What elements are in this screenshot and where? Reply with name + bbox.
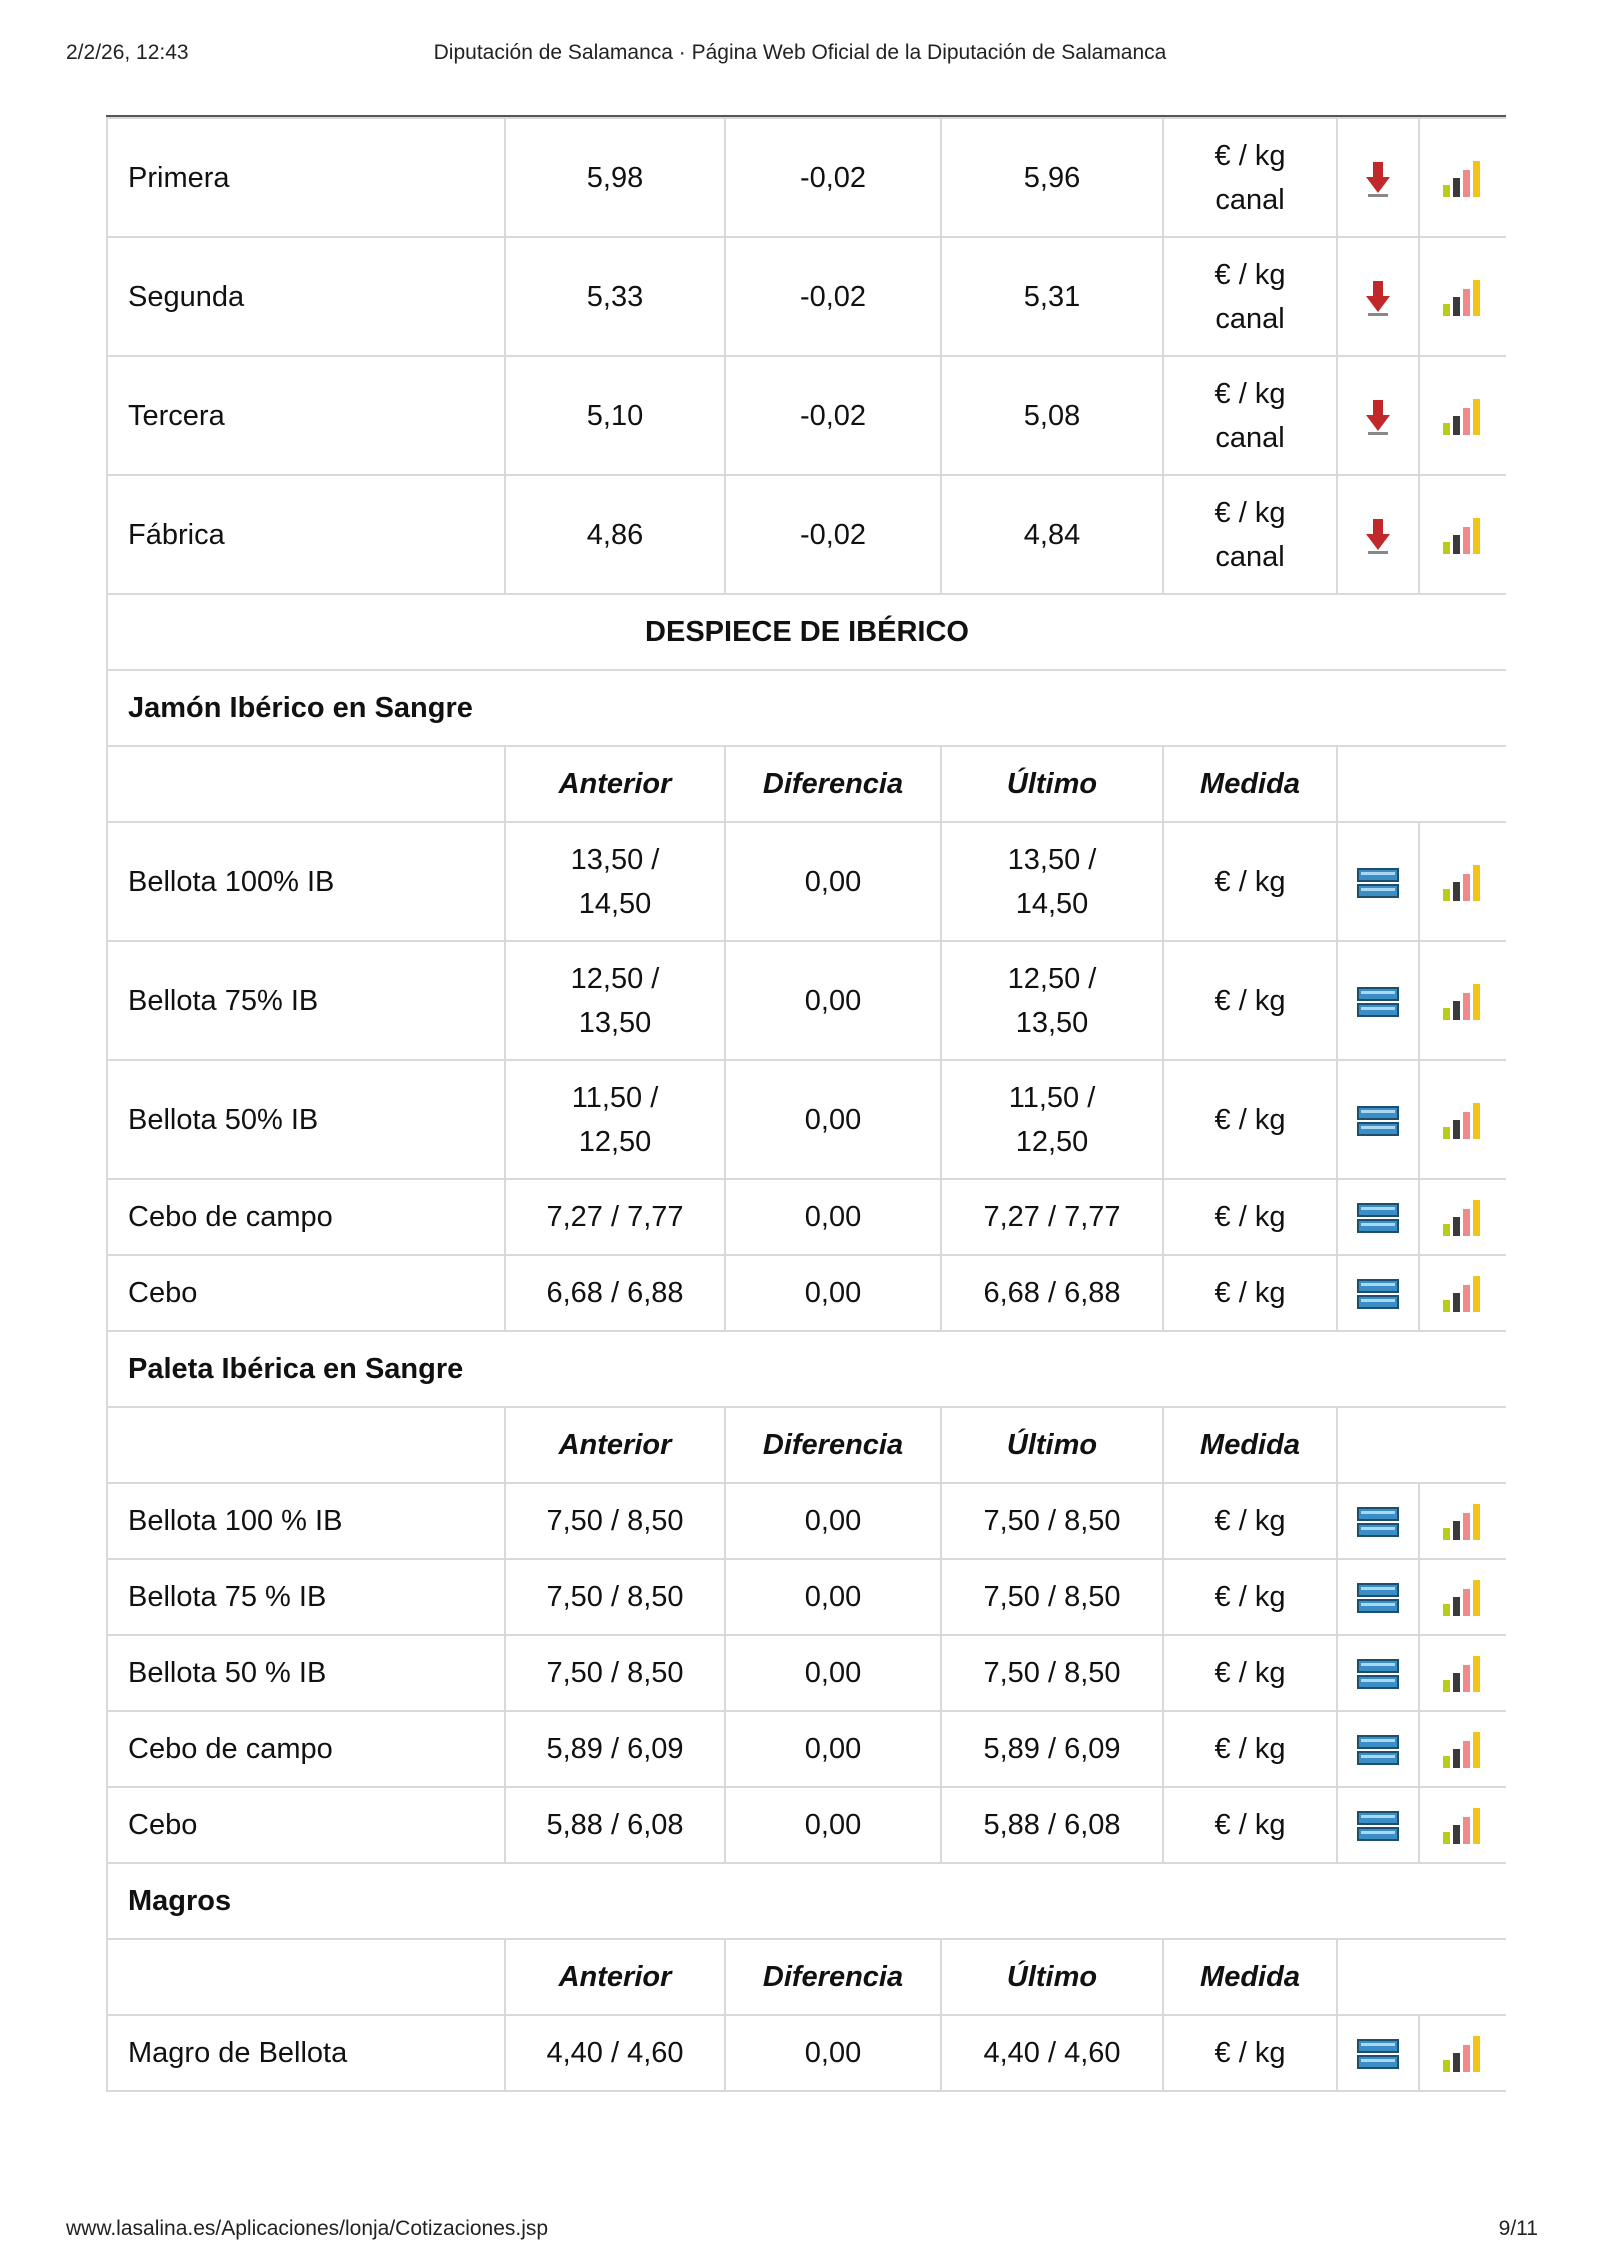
table-row bbox=[107, 1559, 1506, 1635]
chart-cell[interactable] bbox=[1419, 1179, 1506, 1255]
product-name: Primera bbox=[107, 118, 505, 237]
column-header-row bbox=[107, 1407, 1506, 1483]
chart-bars-icon[interactable] bbox=[1441, 1274, 1485, 1314]
column-header-anterior: Anterior bbox=[505, 1939, 725, 2015]
anterior-value: 12,50 / 13,50 bbox=[505, 941, 725, 1060]
anterior-value: 7,50 / 8,50 bbox=[505, 1635, 725, 1711]
table-row bbox=[107, 1787, 1506, 1863]
diferencia-value: -0,02 bbox=[725, 475, 941, 594]
table-row bbox=[107, 1635, 1506, 1711]
chart-cell[interactable] bbox=[1419, 237, 1506, 356]
medida-value: € / kg bbox=[1163, 1787, 1337, 1863]
table-row bbox=[107, 1255, 1506, 1331]
subsection-title: Jamón Ibérico en Sangre bbox=[107, 670, 1506, 746]
medida-value: € / kg bbox=[1163, 941, 1337, 1060]
diferencia-value: 0,00 bbox=[725, 1255, 941, 1331]
ultimo-value: 7,50 / 8,50 bbox=[941, 1559, 1163, 1635]
down-arrow-icon bbox=[1365, 160, 1391, 198]
chart-bars-icon[interactable] bbox=[1441, 2034, 1485, 2074]
anterior-value: 4,86 bbox=[505, 475, 725, 594]
product-name: Magro de Bellota bbox=[107, 2015, 505, 2091]
ultimo-value: 4,40 / 4,60 bbox=[941, 2015, 1163, 2091]
ultimo-value: 5,08 bbox=[941, 356, 1163, 475]
chart-bars-icon[interactable] bbox=[1441, 1198, 1485, 1238]
footer-page-number: 9/11 bbox=[1498, 2217, 1538, 2240]
equal-icon bbox=[1357, 985, 1399, 1019]
product-name: Bellota 100 % IB bbox=[107, 1483, 505, 1559]
trend-cell bbox=[1337, 237, 1419, 356]
diferencia-value: 0,00 bbox=[725, 941, 941, 1060]
product-name: Tercera bbox=[107, 356, 505, 475]
product-name: Bellota 75 % IB bbox=[107, 1559, 505, 1635]
chart-cell[interactable] bbox=[1419, 1483, 1506, 1559]
trend-cell bbox=[1337, 1787, 1419, 1863]
anterior-value: 5,98 bbox=[505, 118, 725, 237]
product-name: Cebo de campo bbox=[107, 1179, 505, 1255]
trend-cell bbox=[1337, 1483, 1419, 1559]
medida-value: € / kg canal bbox=[1163, 475, 1337, 594]
product-name: Bellota 100% IB bbox=[107, 822, 505, 941]
column-header-ultimo: Último bbox=[941, 1407, 1163, 1483]
column-header-medida: Medida bbox=[1163, 746, 1337, 822]
chart-bars-icon[interactable] bbox=[1441, 278, 1485, 318]
subsection-row bbox=[107, 1863, 1506, 1939]
chart-cell[interactable] bbox=[1419, 475, 1506, 594]
medida-value: € / kg canal bbox=[1163, 237, 1337, 356]
column-header-anterior: Anterior bbox=[505, 746, 725, 822]
column-header-diferencia: Diferencia bbox=[725, 1939, 941, 2015]
ultimo-value: 7,50 / 8,50 bbox=[941, 1483, 1163, 1559]
product-name: Fábrica bbox=[107, 475, 505, 594]
medida-value: € / kg bbox=[1163, 822, 1337, 941]
equal-icon bbox=[1357, 1201, 1399, 1235]
column-header-ultimo: Último bbox=[941, 1939, 1163, 2015]
chart-bars-icon[interactable] bbox=[1441, 1806, 1485, 1846]
section-title-row bbox=[107, 594, 1506, 670]
trend-cell bbox=[1337, 1711, 1419, 1787]
table-row bbox=[107, 2015, 1506, 2091]
medida-value: € / kg bbox=[1163, 1179, 1337, 1255]
diferencia-value: 0,00 bbox=[725, 1559, 941, 1635]
table-row bbox=[107, 1711, 1506, 1787]
table-row bbox=[107, 1483, 1506, 1559]
anterior-value: 7,27 / 7,77 bbox=[505, 1179, 725, 1255]
column-header-ultimo: Último bbox=[941, 746, 1163, 822]
trend-cell bbox=[1337, 1559, 1419, 1635]
column-header-row bbox=[107, 1939, 1506, 2015]
chart-cell[interactable] bbox=[1419, 1060, 1506, 1179]
product-name: Cebo de campo bbox=[107, 1711, 505, 1787]
section-title: DESPIECE DE IBÉRICO bbox=[107, 594, 1506, 670]
ultimo-value: 12,50 / 13,50 bbox=[941, 941, 1163, 1060]
diferencia-value: 0,00 bbox=[725, 822, 941, 941]
down-arrow-icon bbox=[1365, 279, 1391, 317]
subsection-row bbox=[107, 1331, 1506, 1407]
anterior-value: 5,10 bbox=[505, 356, 725, 475]
ultimo-value: 5,89 / 6,09 bbox=[941, 1711, 1163, 1787]
equal-icon bbox=[1357, 1809, 1399, 1843]
chart-cell[interactable] bbox=[1419, 1635, 1506, 1711]
product-name: Bellota 75% IB bbox=[107, 941, 505, 1060]
chart-bars-icon[interactable] bbox=[1441, 159, 1485, 199]
chart-cell[interactable] bbox=[1419, 1559, 1506, 1635]
medida-value: € / kg bbox=[1163, 1483, 1337, 1559]
ultimo-value: 7,50 / 8,50 bbox=[941, 1635, 1163, 1711]
ultimo-value: 5,96 bbox=[941, 118, 1163, 237]
product-name: Bellota 50 % IB bbox=[107, 1635, 505, 1711]
down-arrow-icon bbox=[1365, 398, 1391, 436]
diferencia-value: 0,00 bbox=[725, 1635, 941, 1711]
column-header-row bbox=[107, 746, 1506, 822]
diferencia-value: -0,02 bbox=[725, 356, 941, 475]
table-row bbox=[107, 822, 1506, 941]
trend-cell bbox=[1337, 1179, 1419, 1255]
column-header-anterior: Anterior bbox=[505, 1407, 725, 1483]
equal-icon bbox=[1357, 1657, 1399, 1691]
medida-value: € / kg bbox=[1163, 1060, 1337, 1179]
chart-bars-icon[interactable] bbox=[1441, 1101, 1485, 1141]
empty-header-cell bbox=[107, 746, 505, 822]
trend-cell bbox=[1337, 1635, 1419, 1711]
equal-icon bbox=[1357, 1733, 1399, 1767]
empty-header-cell bbox=[1337, 1939, 1506, 2015]
trend-cell bbox=[1337, 822, 1419, 941]
chart-cell[interactable] bbox=[1419, 1787, 1506, 1863]
trend-cell bbox=[1337, 2015, 1419, 2091]
anterior-value: 4,40 / 4,60 bbox=[505, 2015, 725, 2091]
down-arrow-icon bbox=[1365, 517, 1391, 555]
ultimo-value: 13,50 / 14,50 bbox=[941, 822, 1163, 941]
empty-header-cell bbox=[107, 1939, 505, 2015]
medida-value: € / kg bbox=[1163, 1559, 1337, 1635]
diferencia-value: -0,02 bbox=[725, 118, 941, 237]
table-row bbox=[107, 1179, 1506, 1255]
equal-icon bbox=[1357, 1104, 1399, 1138]
chart-bars-icon[interactable] bbox=[1441, 1654, 1485, 1694]
diferencia-value: 0,00 bbox=[725, 1711, 941, 1787]
diferencia-value: 0,00 bbox=[725, 2015, 941, 2091]
diferencia-value: 0,00 bbox=[725, 1060, 941, 1179]
table-row bbox=[107, 356, 1506, 475]
chart-cell[interactable] bbox=[1419, 356, 1506, 475]
anterior-value: 13,50 / 14,50 bbox=[505, 822, 725, 941]
trend-cell bbox=[1337, 118, 1419, 237]
anterior-value: 11,50 / 12,50 bbox=[505, 1060, 725, 1179]
trend-cell bbox=[1337, 475, 1419, 594]
product-name: Bellota 50% IB bbox=[107, 1060, 505, 1179]
table-row bbox=[107, 475, 1506, 594]
ultimo-value: 11,50 / 12,50 bbox=[941, 1060, 1163, 1179]
medida-value: € / kg canal bbox=[1163, 356, 1337, 475]
price-table bbox=[106, 117, 1506, 2092]
column-header-medida: Medida bbox=[1163, 1939, 1337, 2015]
product-name: Segunda bbox=[107, 237, 505, 356]
table-row bbox=[107, 941, 1506, 1060]
subsection-title: Paleta Ibérica en Sangre bbox=[107, 1331, 1506, 1407]
chart-bars-icon[interactable] bbox=[1441, 1578, 1485, 1618]
diferencia-value: 0,00 bbox=[725, 1483, 941, 1559]
chart-cell[interactable] bbox=[1419, 2015, 1506, 2091]
empty-header-cell bbox=[1337, 746, 1506, 822]
column-header-medida: Medida bbox=[1163, 1407, 1337, 1483]
medida-value: € / kg bbox=[1163, 1635, 1337, 1711]
product-name: Cebo bbox=[107, 1787, 505, 1863]
chart-cell[interactable] bbox=[1419, 822, 1506, 941]
empty-header-cell bbox=[1337, 1407, 1506, 1483]
subsection-title: Magros bbox=[107, 1863, 1506, 1939]
ultimo-value: 5,31 bbox=[941, 237, 1163, 356]
trend-cell bbox=[1337, 941, 1419, 1060]
chart-bars-icon[interactable] bbox=[1441, 516, 1485, 556]
column-header-diferencia: Diferencia bbox=[725, 1407, 941, 1483]
medida-value: € / kg bbox=[1163, 1255, 1337, 1331]
ultimo-value: 6,68 / 6,88 bbox=[941, 1255, 1163, 1331]
anterior-value: 5,89 / 6,09 bbox=[505, 1711, 725, 1787]
diferencia-value: -0,02 bbox=[725, 237, 941, 356]
medida-value: € / kg canal bbox=[1163, 118, 1337, 237]
equal-icon bbox=[1357, 866, 1399, 900]
diferencia-value: 0,00 bbox=[725, 1179, 941, 1255]
table-row bbox=[107, 118, 1506, 237]
anterior-value: 7,50 / 8,50 bbox=[505, 1559, 725, 1635]
chart-bars-icon[interactable] bbox=[1441, 863, 1485, 903]
chart-cell[interactable] bbox=[1419, 941, 1506, 1060]
medida-value: € / kg bbox=[1163, 2015, 1337, 2091]
chart-bars-icon[interactable] bbox=[1441, 1502, 1485, 1542]
subsection-row bbox=[107, 670, 1506, 746]
equal-icon bbox=[1357, 1277, 1399, 1311]
diferencia-value: 0,00 bbox=[725, 1787, 941, 1863]
trend-cell bbox=[1337, 356, 1419, 475]
equal-icon bbox=[1357, 1505, 1399, 1539]
empty-header-cell bbox=[107, 1407, 505, 1483]
product-name: Cebo bbox=[107, 1255, 505, 1331]
column-header-diferencia: Diferencia bbox=[725, 746, 941, 822]
footer-url: www.lasalina.es/Aplicaciones/lonja/Cotizaciones.jsp bbox=[66, 2217, 549, 2240]
trend-cell bbox=[1337, 1255, 1419, 1331]
ultimo-value: 7,27 / 7,77 bbox=[941, 1179, 1163, 1255]
chart-bars-icon[interactable] bbox=[1441, 397, 1485, 437]
table-row bbox=[107, 237, 1506, 356]
chart-bars-icon[interactable] bbox=[1441, 982, 1485, 1022]
anterior-value: 5,88 / 6,08 bbox=[505, 1787, 725, 1863]
page-title: Diputación de Salamanca · Página Web Oficial de la Diputación de Salamanca bbox=[433, 41, 1167, 64]
medida-value: € / kg bbox=[1163, 1711, 1337, 1787]
anterior-value: 5,33 bbox=[505, 237, 725, 356]
anterior-value: 6,68 / 6,88 bbox=[505, 1255, 725, 1331]
price-table-container bbox=[106, 115, 1506, 2128]
table-row bbox=[107, 1060, 1506, 1179]
equal-icon bbox=[1357, 2037, 1399, 2071]
trend-cell bbox=[1337, 1060, 1419, 1179]
ultimo-value: 5,88 / 6,08 bbox=[941, 1787, 1163, 1863]
anterior-value: 7,50 / 8,50 bbox=[505, 1483, 725, 1559]
ultimo-value: 4,84 bbox=[941, 475, 1163, 594]
chart-cell[interactable] bbox=[1419, 1711, 1506, 1787]
chart-cell[interactable] bbox=[1419, 118, 1506, 237]
chart-cell[interactable] bbox=[1419, 1255, 1506, 1331]
print-datetime: 2/2/26, 12:43 bbox=[66, 41, 189, 64]
equal-icon bbox=[1357, 1581, 1399, 1615]
chart-bars-icon[interactable] bbox=[1441, 1730, 1485, 1770]
